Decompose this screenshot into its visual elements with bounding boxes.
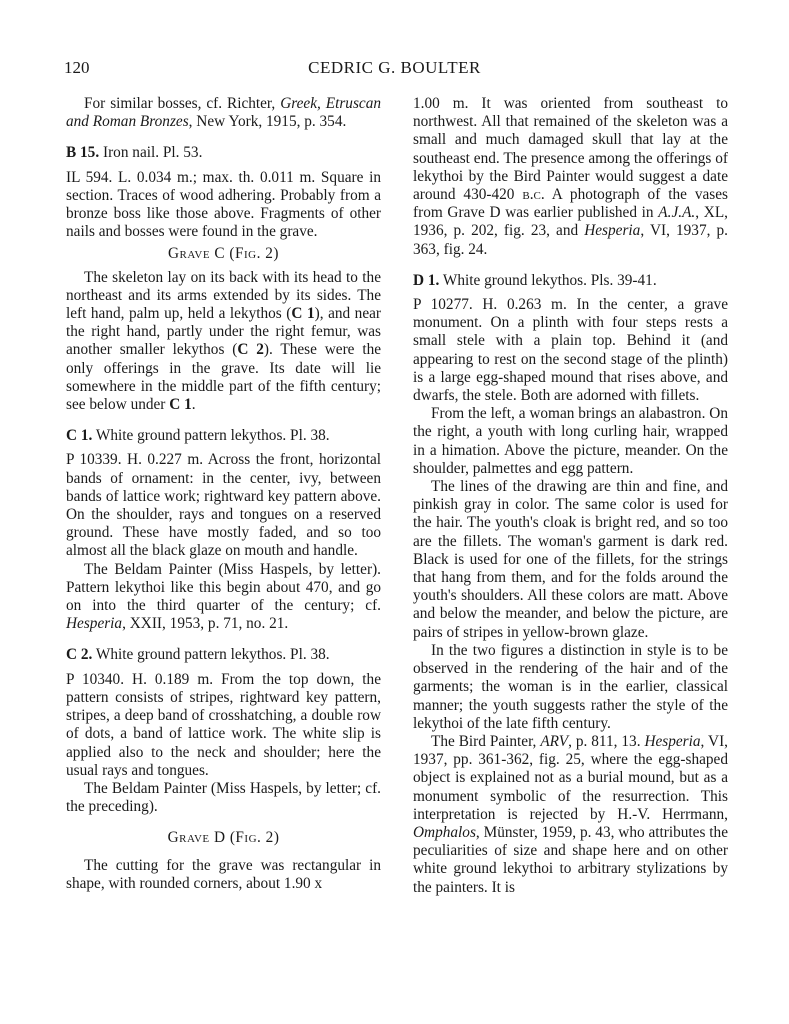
entry-c2-text: P 10340. H. 0.189 m. From the top down, the pattern consists of stripes, rightward key pattern, stripes, a deep band of crosshatching, a double row of dots, a band of lattice work. The white slip is applied also to the neck and shoulder; here the usual rays and tongues. [66,670,381,779]
paragraph-similar-bosses: For similar bosses, cf. Richter, Greek, Etruscan and Roman Bronzes, New York, 1915, p. 354. [66,95,381,131]
paragraph-grave-d-continued: 1.00 m. It was oriented from southeast to northwest. All that remained of the skeleton was a small and much damaged skull that lay at the southeast end. The presence among the offerings of lekythoi by the Bird Painter would suggest a date around 430-420 b.c. A photograph of the vases from Grave D was earlier published in A.J.A., XL, 1936, p. 202, fig. 23, and Hesperia, VI, 1937, p. 363, fig. 24. [413,95,728,258]
entry-d1-colors: The lines of the drawing are thin and fine, and pinkish gray in color. The same color is used for the hair. The youth's cloak is bright red, and so too are the fillets. The woman's garment is dark red. Black is used for one of the fillets, for the strings that hang from them, and for the folds around the youth's shoulders. All these colors are matt. Above and below the meander, and below the picture, are pairs of stripes in yellow-brown glaze. [413,478,728,641]
entry-d1-heading: D 1. White ground lekythos. Pls. 39-41. [413,271,657,289]
right-column [413,95,728,897]
left-column [66,95,381,893]
entry-c1-text: P 10339. H. 0.227 m. Across the front, horizontal bands of ornament: in the center, ivy, between bands of lattice work; rightward key pattern above. On the shoulder, rays and tongues on a reserved ground. These have mostly faded, and so too almost all the black glaze on mouth and handle. [66,451,381,560]
entry-b15-heading: B 15. Iron nail. Pl. 53. [66,144,203,162]
heading-grave-c: Grave C (Fig. 2) [167,245,280,263]
entry-c1-attribution: The Beldam Painter (Miss Haspels, by letter). Pattern lekythoi like this begin about 470, and go on into the third quarter of the century; cf. Hesperia, XXII, 1953, p. 71, no. 21. [66,560,381,633]
entry-d1-figures: From the left, a woman brings an alabastron. On the right, a youth with long curling hair, wrapped in a himation. Above the picture, meander. On the shoulder, palmettes and egg pattern. [413,405,728,477]
entry-d1-style: In the two figures a distinction in style is to be observed in the rendering of the hair and of the garments; the woman is in the earlier, classical manner; the youth suggests rather the style of the lekythoi of the late fifth century. [413,641,728,732]
entry-c2-heading: C 2. White ground pattern lekythos. Pl. 38. [66,646,330,664]
paragraph-grave-d: The cutting for the grave was rectangular in shape, with rounded corners, about 1.90 x [66,856,381,892]
entry-d1-attribution: The Bird Painter, ARV, p. 811, 13. Hesperia, VI, 1937, pp. 361-362, fig. 25, where the egg-shaped object is explained not as a burial mound, but as a monument symbolic of the resurrection. This interpretation is rejected by H.-V. Herrmann, Omphalos, Münster, 1959, p. 43, who attributes the peculiarities of size and shape here and on other white ground lekythoi to arbitrary stylizations by the painters. It is [413,732,728,896]
entry-b15-text: IL 594. L. 0.034 m.; max. th. 0.011 m. Square in section. Traces of wood adhering. Probably from a bronze boss like those above. Fragments of other nails and bosses were found in the grave. [66,168,381,241]
running-title: CEDRIC G. BOULTER [308,58,481,77]
page-header [64,58,725,84]
entry-c2-attribution: The Beldam Painter (Miss Haspels, by letter; cf. the preceding). [66,779,381,816]
heading-grave-d: Grave D (Fig. 2) [167,829,280,847]
page-number: 120 [64,58,90,77]
paragraph-grave-c: The skeleton lay on its back with its head to the northeast and its arms extended by its sides. The left hand, palm up, held a lekythos (C 1), and near the right hand, partly under the right femur, was another smaller lekythos (C 2). These were the only offerings in the grave. Its date will lie somewhere in the middle part of the fifth century; see below under C 1. [66,268,382,414]
entry-d1-text: P 10277. H. 0.263 m. In the center, a grave monument. On a plinth with four steps rests a small stele with a plain top. Behind it (and appearing to rest on the second stage of the plinth) is a large egg-shaped mound that rises above, and dwarfs, the stele. Both are adorned with fillets. [413,296,728,405]
entry-c1-heading: C 1. White ground pattern lekythos. Pl. 38. [66,427,330,445]
